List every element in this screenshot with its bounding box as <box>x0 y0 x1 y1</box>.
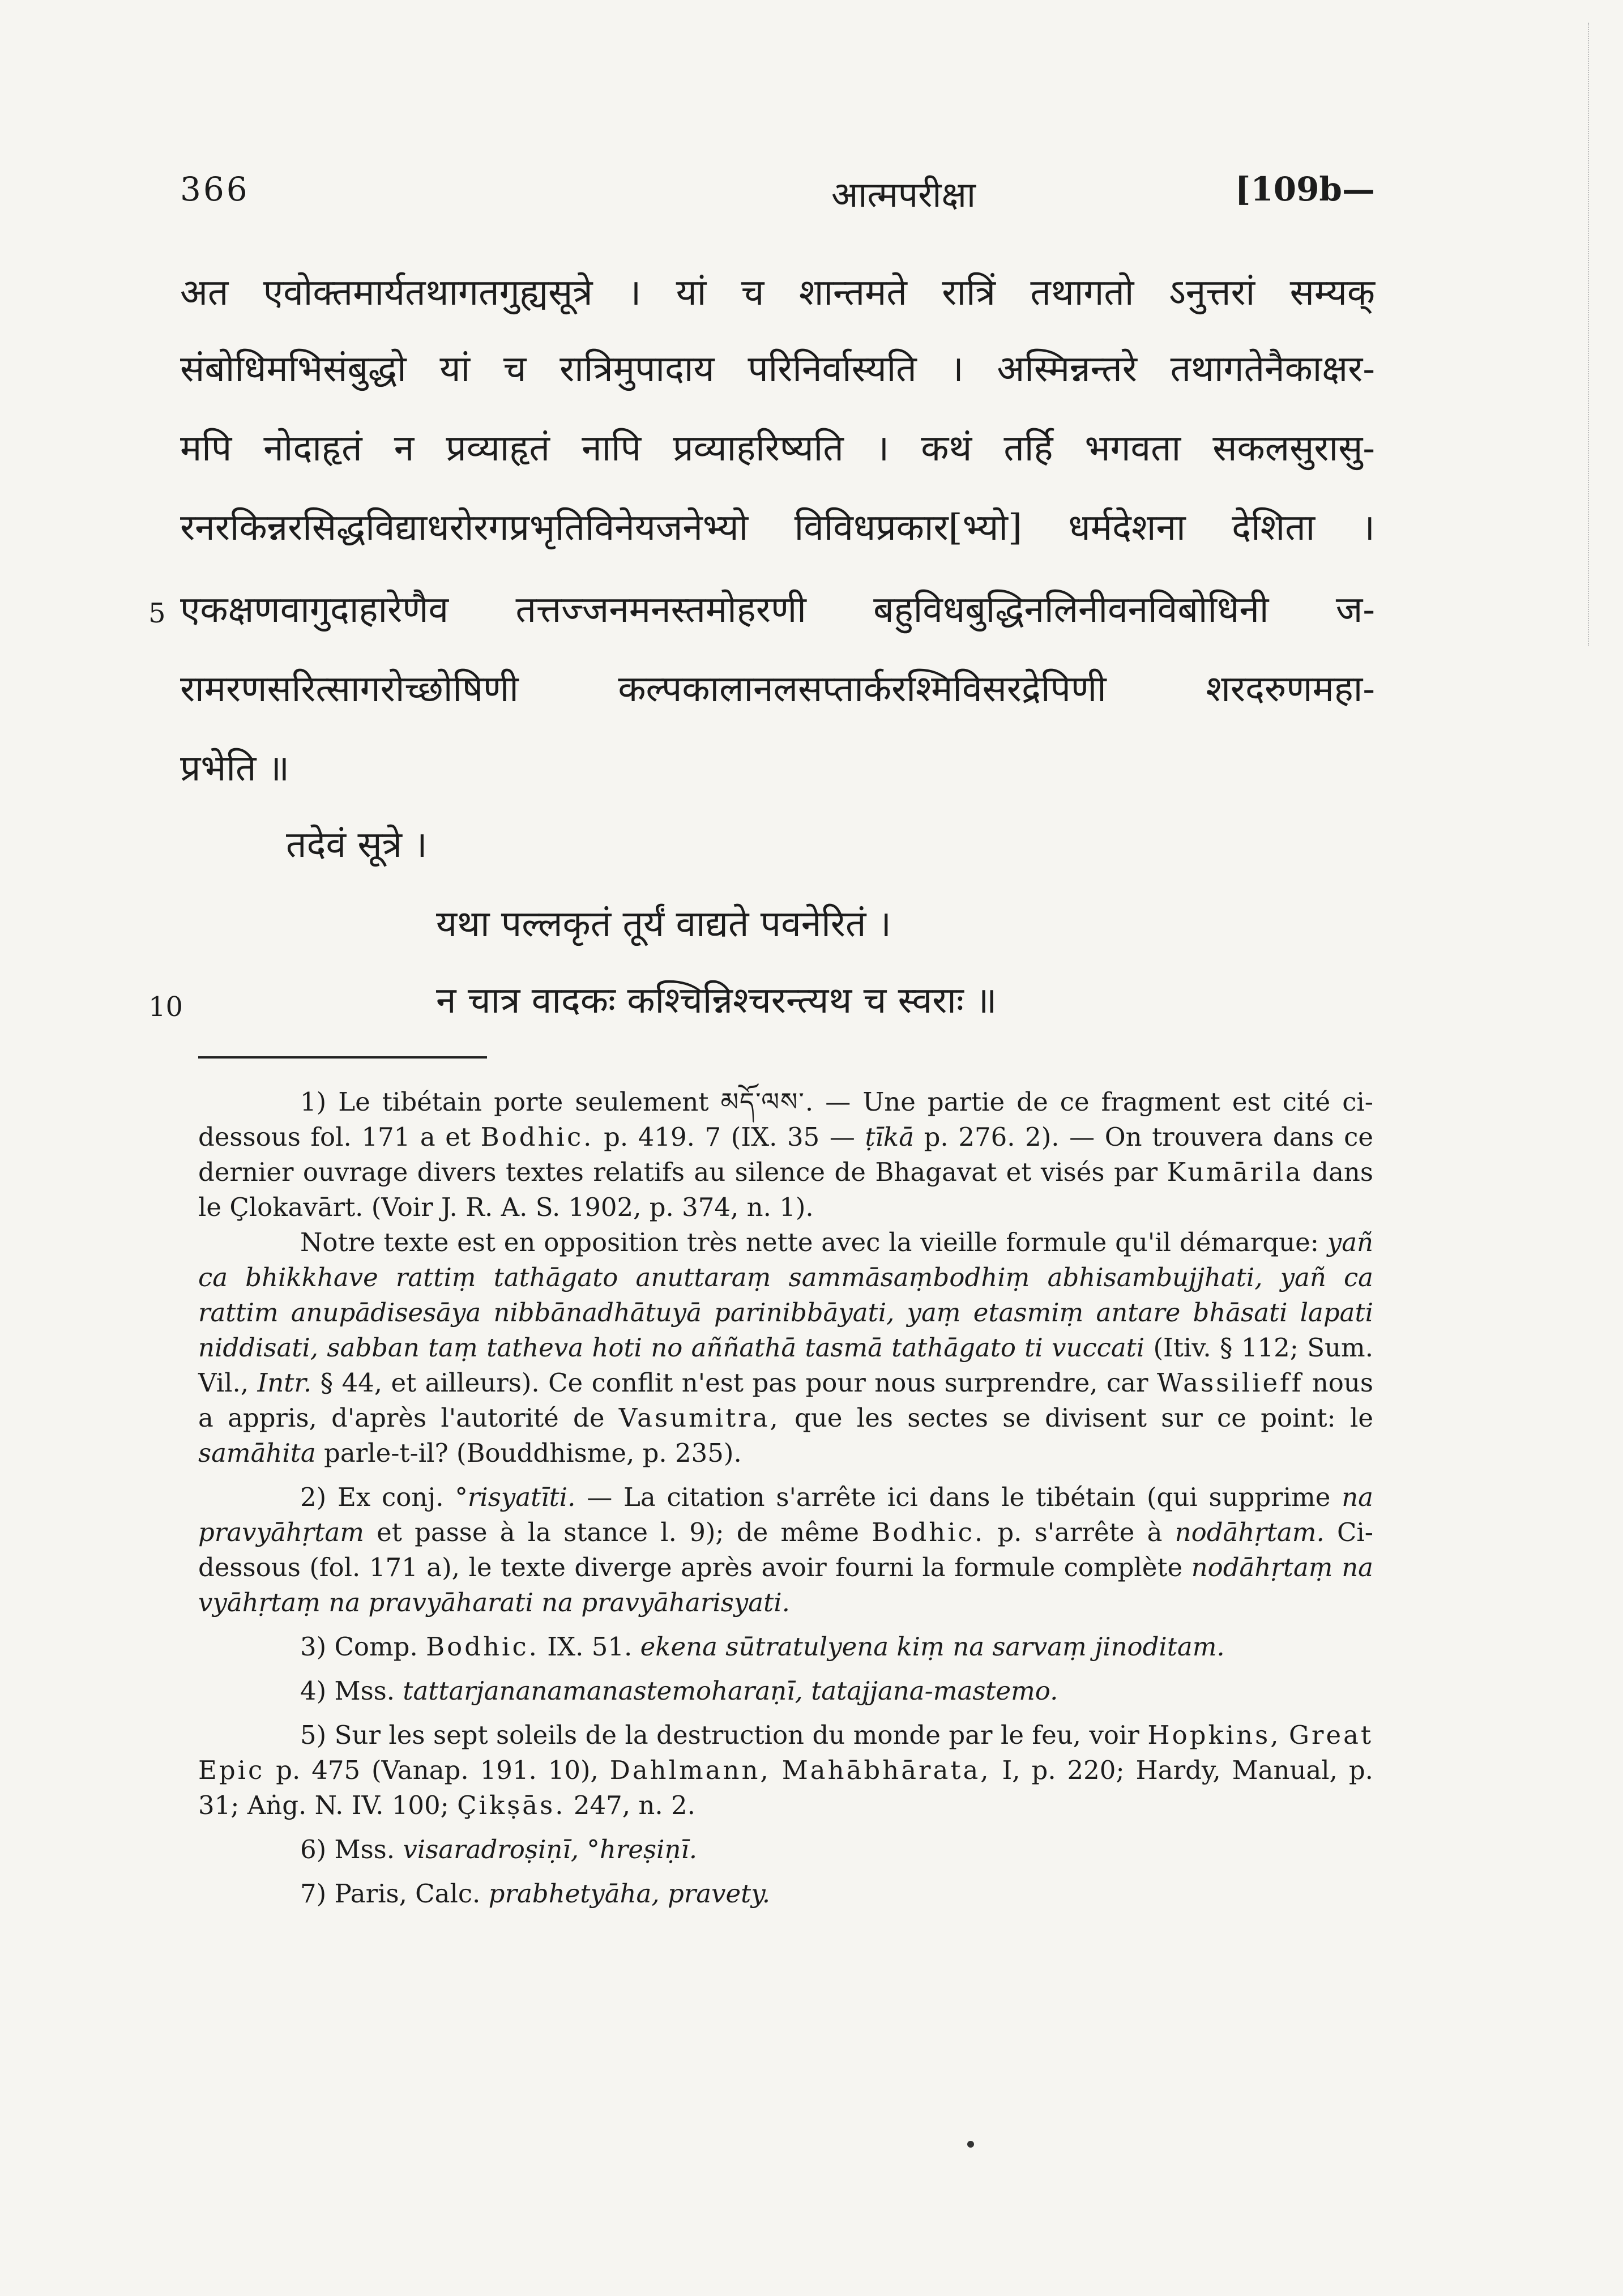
footnote-6: 6) Mss. visaradroṣiṇī, °hreṣiṇī. <box>300 1834 698 1864</box>
sanskrit-line-7: प्रभेति ॥ <box>180 748 290 789</box>
verse-line-2: न चात्र वादकः कश्चिन्निश्चरन्त्यथ च स्वराः ॥ <box>436 980 997 1022</box>
running-title: आत्मपरीक्षा <box>831 174 976 215</box>
sanskrit-line-4: रनरकिन्नरसिद्धविद्याधरोरगप्रभृतिविनेयजनेभ्यो विविधप्रकार[भ्यो] धर्मदेशना देशिता । <box>180 507 1375 549</box>
footnote-3: 3) Comp. Bodhic. IX. 51. ekena sūtratulyena kiṃ na sarvaṃ jinoditam. <box>300 1632 1225 1662</box>
footnotes <box>198 1085 1373 1921</box>
verse-intro: तदेवं सूत्रे । <box>286 824 428 866</box>
footnote-4: 4) Mss. tattarjananamanastemoharaṇī, tatajjana-mastemo. <box>300 1676 1058 1706</box>
line-number-10: 10 <box>148 991 183 1023</box>
footnote-1-continued: Notre texte est en opposition très nette avec la vieille formule qu'il démarque: yañ ca bhikkhave rattiṃ tathāgato anuttaraṃ sammāsaṃbodhiṃ abhisambujjhati, yañ ca rattim anupādisesāya nibbānadhātuyā parinibbāyati, yaṃ etasmiṃ antare bhāsati lapati niddisati, sabban taṃ tatheva hoti no aññathā tasmā tathāgato ti vuccati (Itiv. § 112; Sum. Vil., Intr. § 44, et ailleurs). Ce conflit n'est pas pour nous surprendre, car Wassilieff nous a appris, d'après l'autorité de Vasumitra, que les sectes se divisent sur ce point: le samāhita parle-t-il? (Bouddhisme, p. 235). <box>198 1227 1374 1468</box>
page-number: 366 <box>180 170 250 208</box>
sanskrit-line-6: रामरणसरित्सागरोच्छोषिणी कल्पकालानलसप्तार्करश्मिविसरद्रेपिणी शरदरुणमहा- <box>180 668 1375 710</box>
line-number-5: 5 <box>148 598 166 629</box>
sanskrit-line-2: संबोधिमभिसंबुद्धो यां च रात्रिमुपादाय परिनिर्वास्यति । अस्मिन्नन्तरे तथागतेनैकाक्षर- <box>180 348 1375 390</box>
footnote-rule <box>198 1056 487 1059</box>
footnote-5: 5) Sur les sept soleils de la destruction du monde par le feu, voir Hopkins, Great Epic p. 475 (Vanap. 191. 10), Dahlmann, Mahābhārata, I, p. 220; Hardy, Manual, p. 31; Aṅg. N. IV. 100; Çikṣās. 247, n. 2. <box>198 1720 1374 1820</box>
sanskrit-line-3: मपि नोदाहृतं न प्रव्याहृतं नापि प्रव्याहरिष्यति । कथं तर्हि भगवता सकलसुरासु- <box>180 428 1375 470</box>
footnote-7: 7) Paris, Calc. prabhetyāha, pravety. <box>300 1879 771 1909</box>
scan-edge-marks <box>1582 23 1589 646</box>
sanskrit-line-1: अत एवोक्तमार्यतथागतगुह्यसूत्रे । यां च शान्तमते रात्रिं तथागतो ऽनुत्तरां सम्यक् <box>180 272 1375 314</box>
tibetan-phrase: མདོ་ལས་ <box>720 1087 805 1117</box>
verse-line-1: यथा पल्लकृतं तूर्यं वाद्यते पवनेरितं । <box>436 903 892 945</box>
page-header <box>180 170 1375 221</box>
print-speck <box>967 2141 974 2148</box>
sanskrit-line-5: एकक्षणवागुदाहारेणैव तत्तज्जनमनस्तमोहरणी बहुविधबुद्धिनलिनीवनविबोधिनी ज- <box>180 589 1375 631</box>
footnote-2: 2) Ex conj. °risyatīti. — La citation s'arrête ici dans le tibétain (qui supprime na pravyāhṛtam et passe à la stance l. 9); de même Bodhic. p. s'arrête à nodāhṛtam. Ci-dessous (fol. 171 a), le texte diverge après avoir fourni la formule complète nodāhṛtaṃ na vyāhṛtaṃ na pravyāharati na pravyāharisyati. <box>198 1482 1374 1618</box>
footnote-1: 1) Le tibétain porte seulement མདོ་ལས་. — Une partie de ce fragment est cité ci-dessous fol. 171 a et Bodhic. p. 419. 7 (IX. 35 — ṭīkā p. 276. 2). — On trouvera dans ce dernier ouvrage divers textes relatifs au silence de Bhagavat et visés par Kumārila dans le Çlokavārt. (Voir J. R. A. S. 1902, p. 374, n. 1). <box>198 1087 1373 1222</box>
folio-reference: [109b— <box>1235 170 1375 208</box>
